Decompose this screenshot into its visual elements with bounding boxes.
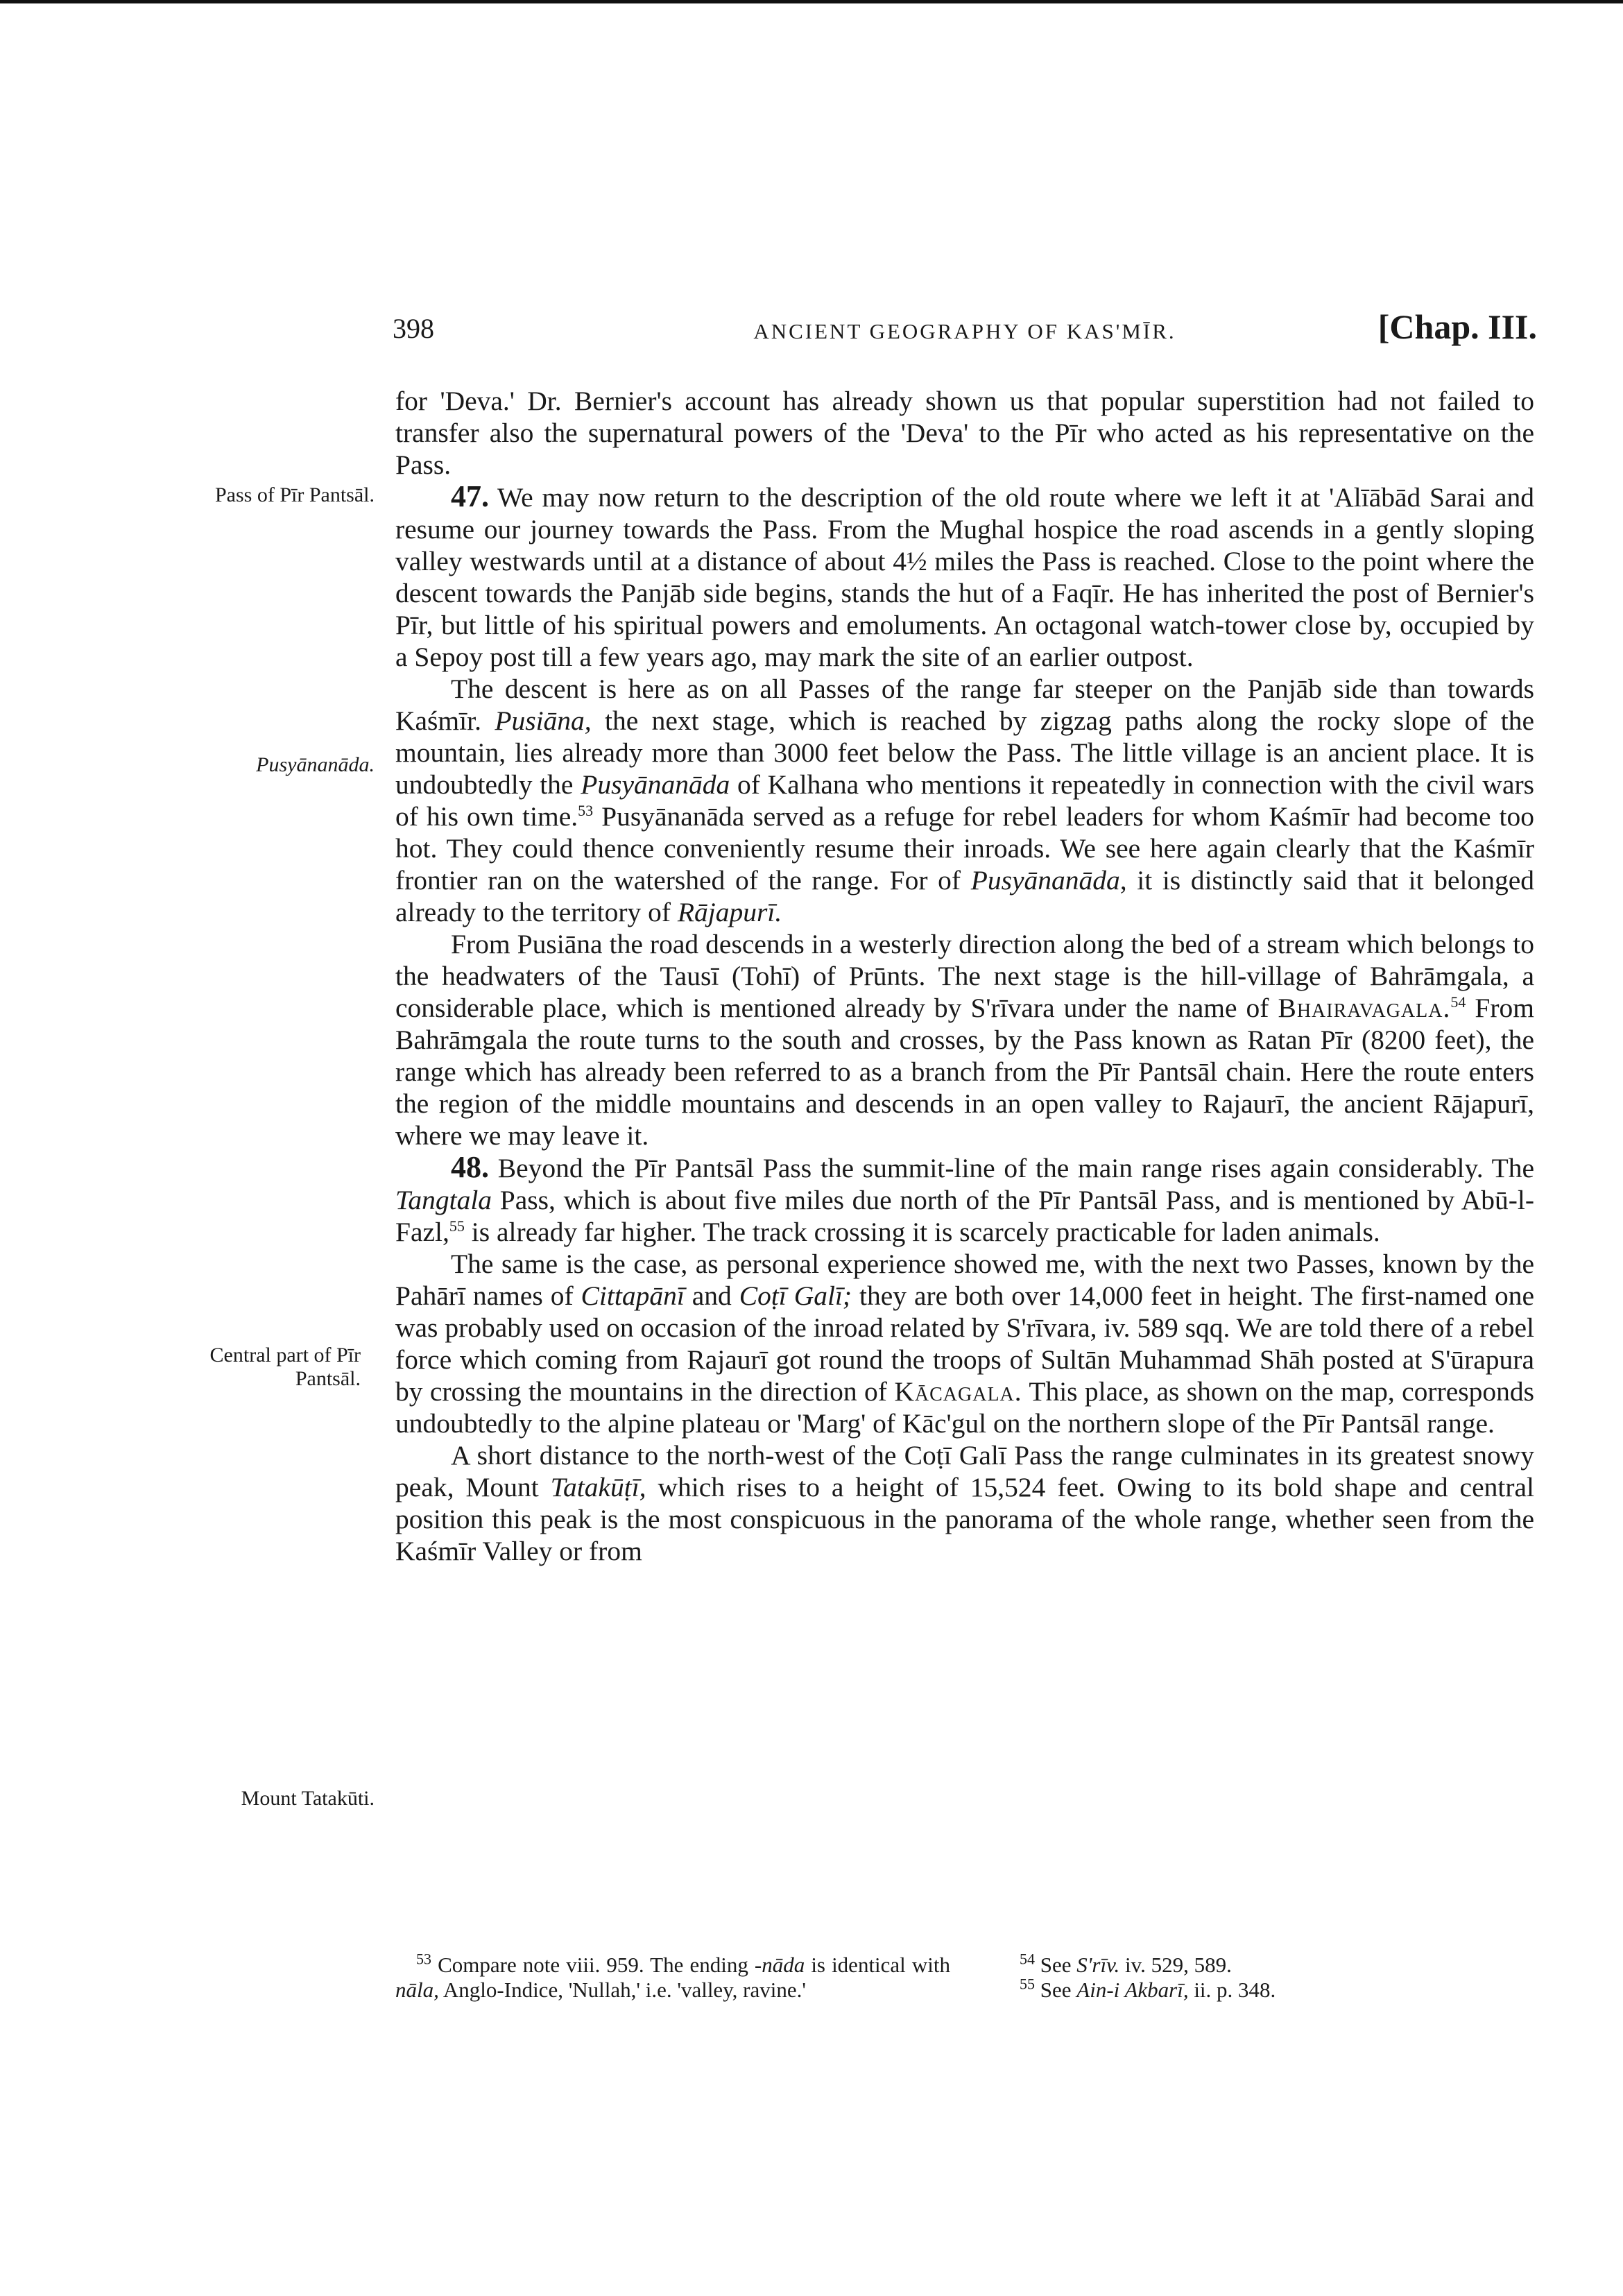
paragraph-tatakuti — [395, 1439, 1534, 1567]
footnote-ref-55: 55 — [449, 1217, 465, 1235]
footnote-53 — [395, 1950, 950, 2003]
text-run: See — [1040, 1953, 1072, 1977]
paragraph-continuation — [395, 385, 1534, 481]
italic-term: Ain-i Akbarī, — [1076, 1978, 1189, 2002]
italic-term: -nāda — [754, 1953, 805, 1977]
text-run: This place, as shown on the map, corresponds undoubtedly to the alpine plateau or 'Marg' of Kāc'gul on the northern slope of the Pīr Pantsāl range. — [395, 1376, 1534, 1439]
sidenote-pusyananada: Pusyānanāda. — [256, 753, 375, 776]
page-header — [393, 304, 1537, 352]
text-run: they are both over 14,000 feet in height. The first-named one was probably used on occasion of the inroad related by S'rīvara, iv. 589 sqq. We are told there of a rebel force which coming from Rajaurī got round the troops of Sultān Muhammad Shāh posted at S'ūrapura by crossing the mountains in the direction of — [395, 1280, 1534, 1407]
footnote-mark: 55 — [1020, 1975, 1035, 1993]
sidenote-pass-of-pir-pantsal: Pass of Pīr Pantsāl. — [214, 483, 375, 506]
italic-term: nāla, — [395, 1978, 439, 2002]
text-run: ii. p. 348. — [1194, 1978, 1276, 2002]
sidenote-mount-tatakuti: Mount Tatakūti. — [241, 1787, 375, 1810]
text-run: From Bahrāmgala the route turns to the south and crosses, by the Pass known as Ratan Pīr (8200 feet), the range which has already been referred to as a branch from the Pīr Pantsāl chain. Here the route enters the region of the middle mountains and descends in an open valley to Rajaurī, the ancient Rājapurī, where we may leave it. — [395, 993, 1535, 1151]
italic-term: Pusiāna, — [495, 705, 592, 736]
text-run: is already far higher. The track crossing it is scarcely practicable for laden animals. — [471, 1217, 1380, 1247]
paragraph-route — [395, 928, 1534, 1151]
smallcaps-term: Kācagala. — [894, 1376, 1022, 1407]
text-run: iv. 529, 589. — [1125, 1953, 1232, 1977]
footnote-column-right — [999, 1950, 1526, 2003]
footnote-ref-54: 54 — [1450, 993, 1466, 1011]
italic-term: Rājapurī. — [677, 897, 782, 927]
paragraph-pusyananada — [395, 673, 1534, 928]
text-run: for 'Deva.' Dr. Bernier's account has already shown us that popular superstition had not failed to transfer also the supernatural powers of the 'Deva' to the Pīr who acted as his representative on the Pass. — [395, 386, 1534, 480]
footnote-mark: 53 — [416, 1950, 431, 1968]
sidenote-central-part-line2: Pantsāl. — [295, 1367, 361, 1390]
section-number-48: 48. — [451, 1150, 489, 1184]
paragraph-passes — [395, 1248, 1534, 1439]
main-text — [395, 385, 1534, 1567]
italic-term: Tatakūṭī, — [550, 1472, 646, 1502]
page-number: 398 — [393, 313, 434, 344]
text-run: it is distinctly said that it belonged already to the territory of — [395, 865, 1534, 927]
italic-term: Pusyānanāda — [581, 769, 730, 800]
italic-term: S'rīv. — [1076, 1953, 1120, 1977]
text-run: See — [1040, 1978, 1072, 2002]
italic-term: Tangtala — [395, 1185, 492, 1215]
text-run: A short distance to the north-west of the Coṭī Galī Pass the range culminates in its greatest snowy peak, Mount — [395, 1440, 1534, 1502]
text-run: The descent is here as on all Passes of the range far steeper on the Panjāb side than towards Kaśmīr. — [395, 674, 1534, 736]
paragraph-47 — [395, 481, 1534, 673]
text-run: and — [692, 1280, 732, 1311]
smallcaps-term: Bhairavagala. — [1278, 993, 1451, 1023]
text-run: Beyond the Pīr Pantsāl Pass the summit-line of the main range rises again considerably. The — [497, 1153, 1534, 1183]
text-run: Compare note viii. 959. The ending — [438, 1953, 748, 1977]
text-run: is identical with — [811, 1953, 950, 1977]
text-run: The same is the case, as personal experience showed me, with the next two Passes, known by the Pahārī names of — [395, 1249, 1534, 1311]
text-run: From Pusiāna the road descends in a westerly direction along the bed of a stream which belongs to the headwaters of the Tausī (Tohī) of Prūnts. The next stage is the hill-village of Bahrāmgala, a considerable place, which is mentioned already by S'rīvara under the name of — [395, 929, 1534, 1023]
footnote-column-left — [395, 1950, 950, 2003]
text-run: which rises to a height of 15,524 feet. Owing to its bold shape and central position this peak is the most conspicuous in the panorama of the whole range, whether seen from the Kaśmīr Valley or from — [395, 1472, 1535, 1566]
text-run: of Kalhana who mentions it repeatedly in connection with the civil wars of his own time. — [395, 769, 1535, 832]
footnote-55 — [999, 1975, 1526, 2003]
running-title: ANCIENT GEOGRAPHY OF KAS'MĪR. — [753, 319, 1176, 343]
footnote-54 — [999, 1950, 1526, 1978]
italic-term: Coṭī Galī; — [739, 1280, 852, 1311]
text-run: Anglo-Indice, 'Nullah,' i.e. 'valley, ravine.' — [443, 1978, 806, 2002]
sidenote-central-part — [118, 1344, 361, 1391]
paragraph-48 — [395, 1151, 1534, 1248]
italic-term: Cittapānī — [581, 1280, 685, 1311]
text-run: We may now return to the description of the old route where we left it at 'Alīābād Sarai and resume our journey towards the Pass. From the Mughal hospice the road ascends in a gently sloping valley westwards until at a distance of about 4½ miles the Pass is reached. Close to the point where the descent towards the Panjāb side begins, stands the hut of a Faqīr. He has inherited the post of Bernier's Pīr, but little of his spiritual powers and emoluments. An octagonal watch-tower close by, occupied by a Sepoy post till a few years ago, may mark the site of an earlier outpost. — [395, 482, 1534, 672]
text-run: Pass, which is about five miles due north of the Pīr Pantsāl Pass, and is mentioned by Abū-l-Fazl, — [395, 1185, 1535, 1247]
chapter-label: [Chap. III. — [1377, 307, 1537, 346]
footnote-mark: 54 — [1020, 1950, 1035, 1968]
section-number-47: 47. — [451, 479, 489, 513]
text-run: the next stage, which is reached by zigzag paths along the rocky slope of the mountain, lies already more than 3000 feet below the Pass. The little village is an ancient place. It is undoubtedly the — [395, 705, 1534, 800]
sidenote-central-part-line1: Central part of Pīr — [209, 1344, 361, 1367]
text-run: Pusyānanāda served as a refuge for rebel leaders for whom Kaśmīr had become too hot. They could thence conveniently resume their inroads. We see here again clearly that the Kaśmīr frontier ran on the watershed of the range. For of — [395, 801, 1534, 896]
footnote-ref-53: 53 — [578, 801, 594, 819]
italic-term: Pusyānanāda, — [970, 865, 1127, 896]
